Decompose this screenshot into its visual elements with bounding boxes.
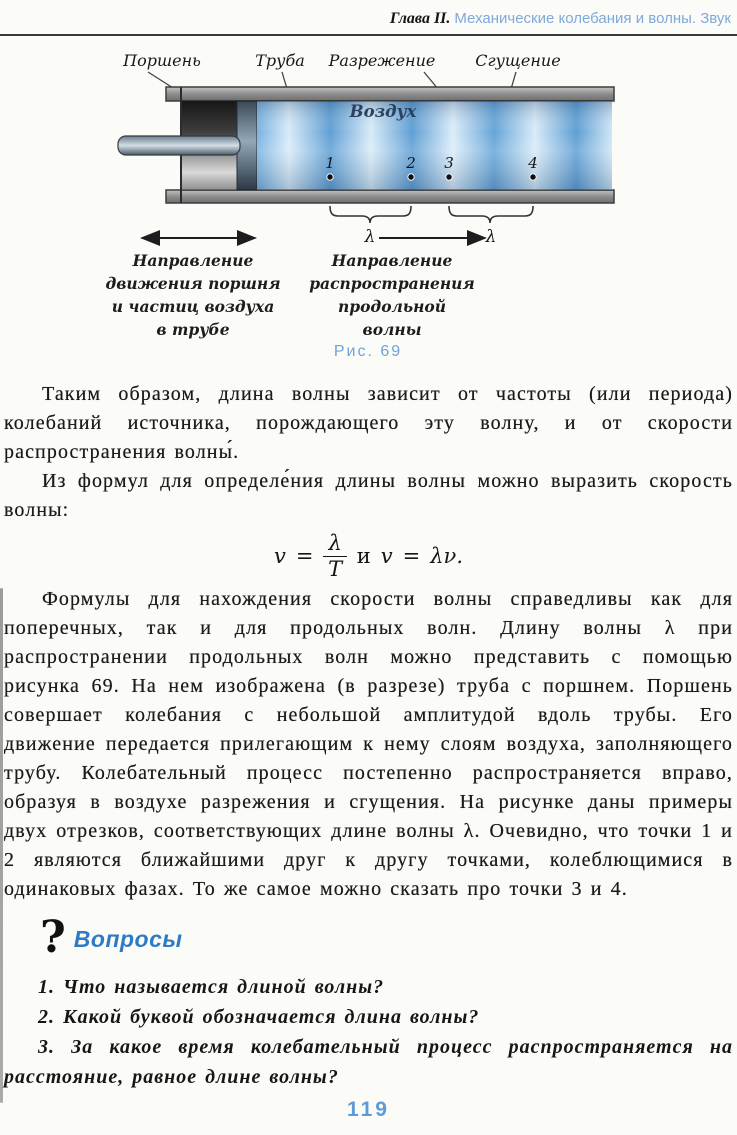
point-2-label: 2 [406, 154, 416, 172]
lambda-label-2: λ [485, 227, 497, 247]
air-column-shading [257, 101, 612, 190]
air-label: Воздух [349, 102, 417, 121]
tube-top-wall [166, 87, 614, 101]
point-1-dot [327, 174, 333, 180]
question-3: 3. За какое время колебательный процесс распространяется на расстояние, равное длине волны? [4, 1036, 733, 1088]
tube-bottom-wall [166, 190, 614, 203]
left-caption-line-2: движения поршня [105, 274, 281, 293]
point-4-dot [530, 174, 536, 180]
header-rule [0, 34, 737, 36]
paragraph-1: Таким образом, длина волны зависит от частоты (или периода) колебаний источника, порождающего эту волну, и от скорости распространения волны́. [4, 383, 733, 463]
questions-section [0, 904, 737, 1092]
right-caption-line-1: Направление [331, 251, 453, 270]
page-number: 119 [347, 1098, 390, 1121]
point-3-dot [446, 174, 452, 180]
figure-caption: Рис. 69 [333, 343, 403, 360]
scan-gutter-line [0, 588, 3, 1103]
formula-equals-1: = [295, 544, 314, 568]
left-caption-line-1: Направление [132, 251, 254, 270]
chapter-title: Механические колебания и волны. Звук [454, 10, 731, 27]
questions-header [40, 912, 733, 963]
formula-conjunction: и [356, 544, 371, 568]
piston-label: Поршень [123, 51, 201, 70]
rarefaction-label: Разрежение [328, 51, 436, 70]
question-1: 1. Что называется длиной волны? [38, 976, 385, 998]
right-caption-line-3: продольной [337, 297, 447, 316]
piston-rod [118, 136, 240, 155]
question-2: 2. Какой буквой обозначается длина волны? [38, 1006, 480, 1028]
right-caption-line-4: волны [362, 320, 422, 339]
body-text [0, 372, 737, 904]
lambda-brace-2 [449, 206, 533, 223]
formula-v1: v [273, 544, 286, 568]
point-3-label: 3 [444, 154, 454, 172]
right-caption-line-2: распространения [309, 274, 475, 293]
compression-label: Сгущение [475, 51, 561, 70]
lambda-brace-1 [330, 206, 411, 223]
question-mark-icon: ? [40, 912, 66, 963]
point-2-dot [408, 174, 414, 180]
running-head [390, 10, 731, 28]
lambda-label-1: λ [364, 227, 376, 247]
wave-tube-diagram [0, 40, 737, 362]
formula-fraction [323, 532, 346, 579]
left-caption-line-3: и частиц воздуха [111, 297, 275, 316]
point-4-label: 4 [528, 154, 538, 172]
chapter-number: Глава II. [389, 10, 451, 27]
page-header [0, 0, 737, 40]
wave-speed-formula [4, 531, 733, 581]
formula-equals-2: = [402, 544, 421, 568]
formula-denominator: T [328, 556, 343, 581]
left-caption-line-4: в трубе [156, 320, 230, 339]
formula-numerator: λ [323, 532, 346, 556]
formula-rhs: λν. [430, 544, 464, 568]
tube-label: Труба [255, 51, 305, 70]
point-1-label: 1 [325, 154, 335, 172]
questions-title: Вопросы [73, 926, 183, 952]
paragraph-2: Из формул для определе́ния длины волны можно выразить скорость волны: [4, 470, 733, 521]
figure-69 [0, 40, 737, 372]
formula-v2: v [380, 544, 393, 568]
paragraph-3: Формулы для нахождения скорости волны справедливы как для поперечных, так и для продольных волн. Длину волны λ при распространении продольных волн можно представить с помощью рисунка 69. На нем изображена (в разрезе) труба с поршнем. Поршень совершает колебания с небольшой амплитудой вдоль трубы. Его движение передается прилегающим к нему слоям воздуха, заполняющего трубу. Колебательный процесс постепенно распространяется вправо, образуя в воздухе разрежения и сгущения. На рисунке даны примеры двух отрезков, соответствующих длине волны λ. Очевидно, что точки 1 и 2 являются ближайшими друг к другу точками, колеблющимися в одинаковых фазах. То же самое можно сказать про точки 3 и 4. [4, 588, 733, 900]
